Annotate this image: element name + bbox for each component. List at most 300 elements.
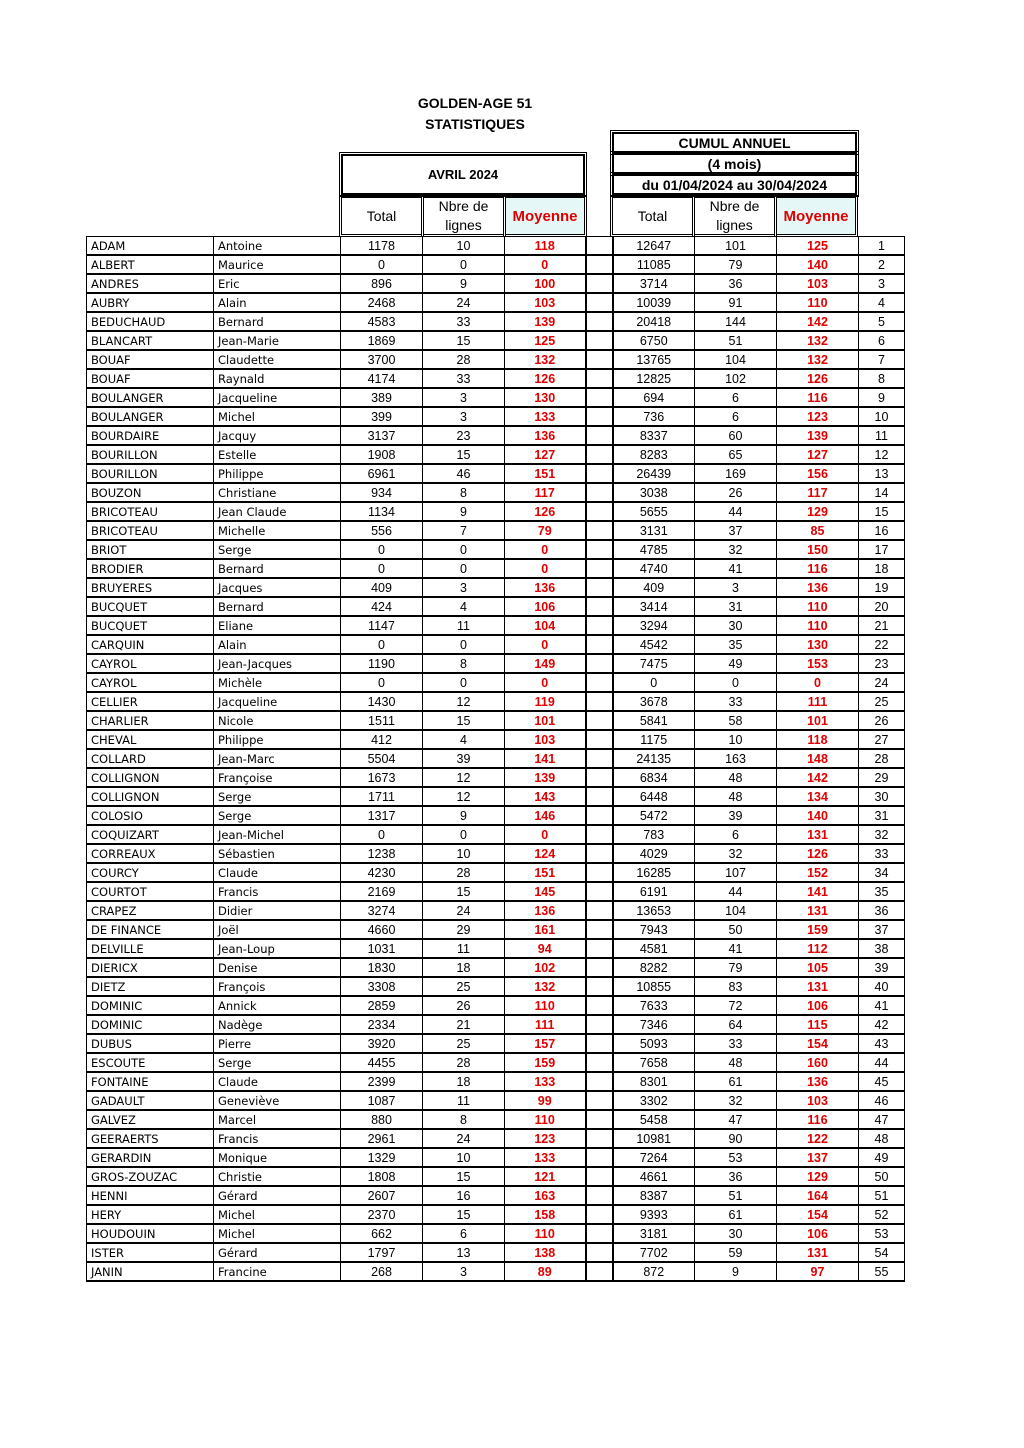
player-last-name: GERARDIN	[87, 1148, 214, 1167]
spacer	[586, 958, 613, 977]
month-lines: 3	[423, 407, 505, 426]
table-row	[87, 1243, 905, 1262]
player-first-name: Annick	[214, 996, 341, 1015]
cumul-average: 0	[777, 673, 859, 692]
player-first-name: Gérard	[214, 1243, 341, 1262]
cumul-total: 13765	[613, 350, 695, 369]
table-row	[87, 483, 905, 502]
rank: 26	[859, 711, 905, 730]
spacer	[586, 654, 613, 673]
cumul-lines: 32	[695, 540, 777, 559]
cumul-title: CUMUL ANNUEL	[678, 134, 791, 151]
cumul-total: 3678	[613, 692, 695, 711]
spacer	[586, 1129, 613, 1148]
player-last-name: GROS-ZOUZAC	[87, 1167, 214, 1186]
cumul-lines: 72	[695, 996, 777, 1015]
cumul-average: 140	[777, 255, 859, 274]
table-row	[87, 1034, 905, 1053]
cumul-total: 7475	[613, 654, 695, 673]
spacer	[586, 692, 613, 711]
cumul-lines: 3	[695, 578, 777, 597]
rank: 44	[859, 1053, 905, 1072]
month-average: 163	[505, 1186, 586, 1205]
player-first-name: Francis	[214, 1129, 341, 1148]
cumul-lines: 51	[695, 1186, 777, 1205]
spacer	[586, 331, 613, 350]
cumul-lines: 102	[695, 369, 777, 388]
month-lines: 39	[423, 749, 505, 768]
month-lines: 10	[423, 844, 505, 863]
month-total: 2169	[341, 882, 423, 901]
cumul-lines: 169	[695, 464, 777, 483]
cumul-total: 5458	[613, 1110, 695, 1129]
month-lines: 8	[423, 483, 505, 502]
month-average: 145	[505, 882, 586, 901]
cumul-lines: 44	[695, 502, 777, 521]
month-lines: 33	[423, 369, 505, 388]
month-average: 136	[505, 426, 586, 445]
month-lines: 24	[423, 293, 505, 312]
player-last-name: BRIOT	[87, 540, 214, 559]
cumul-average: 85	[777, 521, 859, 540]
table-row	[87, 274, 905, 293]
cumul-total: 783	[613, 825, 695, 844]
month-average: 130	[505, 388, 586, 407]
cumul-lines: 30	[695, 616, 777, 635]
month-total: 1329	[341, 1148, 423, 1167]
cumul-lines: 53	[695, 1148, 777, 1167]
month-average: 132	[505, 977, 586, 996]
cumul-average: 159	[777, 920, 859, 939]
cumul-total: 6448	[613, 787, 695, 806]
spacer	[586, 407, 613, 426]
table-row	[87, 293, 905, 312]
player-first-name: Jacquy	[214, 426, 341, 445]
cumul-total: 872	[613, 1262, 695, 1281]
cumul-lines: 39	[695, 806, 777, 825]
player-last-name: GEERAERTS	[87, 1129, 214, 1148]
month-lines: 7	[423, 521, 505, 540]
month-total: 4230	[341, 863, 423, 882]
table-row	[87, 388, 905, 407]
month-total: 4174	[341, 369, 423, 388]
table-row	[87, 255, 905, 274]
cumul-total: 7702	[613, 1243, 695, 1262]
cumul-average: 148	[777, 749, 859, 768]
player-last-name: AUBRY	[87, 293, 214, 312]
spacer	[586, 635, 613, 654]
month-total: 6961	[341, 464, 423, 483]
player-last-name: ANDRES	[87, 274, 214, 293]
player-last-name: BUCQUET	[87, 597, 214, 616]
cumul-lines: 64	[695, 1015, 777, 1034]
rank: 2	[859, 255, 905, 274]
rank: 41	[859, 996, 905, 1015]
month-average: 125	[505, 331, 586, 350]
cumul-average: 134	[777, 787, 859, 806]
rank: 35	[859, 882, 905, 901]
rank: 48	[859, 1129, 905, 1148]
player-last-name: COURCY	[87, 863, 214, 882]
cumul-lines: 6	[695, 388, 777, 407]
month-total: 1031	[341, 939, 423, 958]
rank: 34	[859, 863, 905, 882]
month-average: 133	[505, 407, 586, 426]
player-first-name: Michèle	[214, 673, 341, 692]
month-lines: 25	[423, 1034, 505, 1053]
cumul-total: 6834	[613, 768, 695, 787]
spacer	[586, 369, 613, 388]
spacer	[586, 521, 613, 540]
player-first-name: Serge	[214, 540, 341, 559]
month-lines: 24	[423, 901, 505, 920]
month-total: 3308	[341, 977, 423, 996]
cumul-average: 118	[777, 730, 859, 749]
table-row	[87, 1015, 905, 1034]
player-first-name: François	[214, 977, 341, 996]
spacer	[586, 559, 613, 578]
month-lines-header: Nbre de lignes	[423, 197, 504, 235]
month-average: 119	[505, 692, 586, 711]
month-average: 118	[505, 237, 586, 256]
rank: 53	[859, 1224, 905, 1243]
player-first-name: Claude	[214, 1072, 341, 1091]
month-lines: 15	[423, 711, 505, 730]
spacer	[586, 920, 613, 939]
cumul-avg-header: Moyenne	[776, 197, 856, 235]
player-first-name: Estelle	[214, 445, 341, 464]
month-total: 389	[341, 388, 423, 407]
player-last-name: FONTAINE	[87, 1072, 214, 1091]
cumul-average: 127	[777, 445, 859, 464]
spacer	[586, 1072, 613, 1091]
month-lines: 15	[423, 445, 505, 464]
table-row	[87, 331, 905, 350]
cumul-lines: 10	[695, 730, 777, 749]
month-average: 141	[505, 749, 586, 768]
player-last-name: BRUYERES	[87, 578, 214, 597]
rank: 39	[859, 958, 905, 977]
rank: 37	[859, 920, 905, 939]
month-lines: 12	[423, 787, 505, 806]
cumul-average: 117	[777, 483, 859, 502]
player-last-name: DIETZ	[87, 977, 214, 996]
month-average: 110	[505, 1110, 586, 1129]
month-lines: 0	[423, 559, 505, 578]
month-total: 1134	[341, 502, 423, 521]
table-row	[87, 825, 905, 844]
cumul-average: 106	[777, 996, 859, 1015]
player-last-name: DUBUS	[87, 1034, 214, 1053]
cumul-average: 116	[777, 559, 859, 578]
rank: 13	[859, 464, 905, 483]
cumul-total: 11085	[613, 255, 695, 274]
rank: 3	[859, 274, 905, 293]
player-first-name: Jacques	[214, 578, 341, 597]
cumul-total: 10981	[613, 1129, 695, 1148]
player-last-name: ADAM	[87, 237, 214, 256]
player-first-name: Jean-Jacques	[214, 654, 341, 673]
month-total: 0	[341, 825, 423, 844]
table-row	[87, 920, 905, 939]
player-last-name: BOUZON	[87, 483, 214, 502]
month-average: 0	[505, 540, 586, 559]
table-row	[87, 578, 905, 597]
cumul-total: 24135	[613, 749, 695, 768]
month-lines: 10	[423, 1148, 505, 1167]
player-first-name: Jean Claude	[214, 502, 341, 521]
rank: 14	[859, 483, 905, 502]
month-average: 139	[505, 768, 586, 787]
month-total: 412	[341, 730, 423, 749]
cumul-lines: 79	[695, 255, 777, 274]
month-lines: 12	[423, 692, 505, 711]
month-lines: 12	[423, 768, 505, 787]
rank: 45	[859, 1072, 905, 1091]
player-first-name: Gérard	[214, 1186, 341, 1205]
month-lines: 28	[423, 1053, 505, 1072]
rank: 12	[859, 445, 905, 464]
document-subtitle: STATISTIQUES	[425, 116, 525, 132]
rank: 49	[859, 1148, 905, 1167]
player-last-name: BOULANGER	[87, 388, 214, 407]
cumul-lines: 48	[695, 787, 777, 806]
month-total: 2334	[341, 1015, 423, 1034]
month-total: 399	[341, 407, 423, 426]
table-row	[87, 502, 905, 521]
table-row	[87, 445, 905, 464]
rank: 5	[859, 312, 905, 331]
month-lines: 9	[423, 502, 505, 521]
cumul-average: 129	[777, 502, 859, 521]
month-total: 880	[341, 1110, 423, 1129]
cumul-lines: 104	[695, 901, 777, 920]
cumul-total: 16285	[613, 863, 695, 882]
cumul-total: 5472	[613, 806, 695, 825]
spacer	[586, 1167, 613, 1186]
rank: 11	[859, 426, 905, 445]
month-average: 157	[505, 1034, 586, 1053]
cumul-average: 103	[777, 274, 859, 293]
cumul-average: 110	[777, 293, 859, 312]
rank: 17	[859, 540, 905, 559]
spacer	[586, 806, 613, 825]
month-average: 132	[505, 350, 586, 369]
cumul-average: 126	[777, 844, 859, 863]
cumul-lines: 31	[695, 597, 777, 616]
spacer	[586, 388, 613, 407]
spacer	[586, 1186, 613, 1205]
cumul-average: 126	[777, 369, 859, 388]
player-first-name: Claude	[214, 863, 341, 882]
cumul-total: 3714	[613, 274, 695, 293]
spacer	[586, 1243, 613, 1262]
cumul-total-header: Total	[612, 197, 693, 235]
cumul-average: 142	[777, 312, 859, 331]
cumul-average: 103	[777, 1091, 859, 1110]
month-lines: 3	[423, 1262, 505, 1281]
month-total: 0	[341, 559, 423, 578]
cumul-average: 110	[777, 616, 859, 635]
spacer	[586, 1053, 613, 1072]
player-first-name: Antoine	[214, 237, 341, 256]
player-first-name: Nicole	[214, 711, 341, 730]
cumul-total: 736	[613, 407, 695, 426]
month-total: 3920	[341, 1034, 423, 1053]
player-first-name: Philippe	[214, 464, 341, 483]
player-first-name: Serge	[214, 787, 341, 806]
cumul-lines-header: Nbre de lignes	[694, 197, 775, 235]
cumul-average: 115	[777, 1015, 859, 1034]
month-lines: 8	[423, 1110, 505, 1129]
cumul-average: 116	[777, 1110, 859, 1129]
document-title: GOLDEN-AGE 51	[417, 95, 533, 111]
spacer	[586, 255, 613, 274]
player-last-name: BOUAF	[87, 369, 214, 388]
player-first-name: Jacqueline	[214, 388, 341, 407]
cumul-range: du 01/04/2024 au 30/04/2024	[641, 176, 828, 193]
table-row	[87, 730, 905, 749]
month-total: 556	[341, 521, 423, 540]
player-first-name: Bernard	[214, 559, 341, 578]
player-first-name: Serge	[214, 806, 341, 825]
rank: 19	[859, 578, 905, 597]
month-total: 0	[341, 635, 423, 654]
month-lines: 24	[423, 1129, 505, 1148]
cumul-lines: 58	[695, 711, 777, 730]
cumul-lines: 51	[695, 331, 777, 350]
table-row	[87, 312, 905, 331]
month-total: 2370	[341, 1205, 423, 1224]
rank: 23	[859, 654, 905, 673]
month-total: 662	[341, 1224, 423, 1243]
spacer	[586, 483, 613, 502]
spacer	[586, 1205, 613, 1224]
cumul-average: 123	[777, 407, 859, 426]
table-row	[87, 1167, 905, 1186]
table-row	[87, 1053, 905, 1072]
month-lines: 3	[423, 388, 505, 407]
cumul-total: 6750	[613, 331, 695, 350]
player-first-name: Maurice	[214, 255, 341, 274]
cumul-average: 132	[777, 331, 859, 350]
month-average: 99	[505, 1091, 586, 1110]
month-average: 106	[505, 597, 586, 616]
player-last-name: BOURILLON	[87, 464, 214, 483]
month-lines: 15	[423, 331, 505, 350]
cumul-average: 142	[777, 768, 859, 787]
month-avg-header: Moyenne	[505, 197, 585, 235]
spacer	[586, 578, 613, 597]
cumul-total: 8282	[613, 958, 695, 977]
month-average: 110	[505, 996, 586, 1015]
month-lines: 11	[423, 1091, 505, 1110]
cumul-lines: 60	[695, 426, 777, 445]
player-first-name: Bernard	[214, 597, 341, 616]
cumul-average: 152	[777, 863, 859, 882]
cumul-lines: 36	[695, 274, 777, 293]
month-lines: 4	[423, 597, 505, 616]
month-average: 100	[505, 274, 586, 293]
month-average: 138	[505, 1243, 586, 1262]
player-first-name: Christiane	[214, 483, 341, 502]
cumul-lines: 26	[695, 483, 777, 502]
rank: 6	[859, 331, 905, 350]
spacer	[586, 901, 613, 920]
table-row	[87, 1148, 905, 1167]
cumul-total: 12647	[613, 237, 695, 256]
player-first-name: Jean-Marie	[214, 331, 341, 350]
month-lines: 6	[423, 1224, 505, 1243]
spacer	[586, 711, 613, 730]
month-average: 133	[505, 1148, 586, 1167]
month-total: 1808	[341, 1167, 423, 1186]
player-last-name: HENNI	[87, 1186, 214, 1205]
player-last-name: CAYROL	[87, 654, 214, 673]
month-total: 0	[341, 255, 423, 274]
cumul-total: 20418	[613, 312, 695, 331]
player-first-name: Françoise	[214, 768, 341, 787]
cumul-total: 3302	[613, 1091, 695, 1110]
month-total: 934	[341, 483, 423, 502]
player-last-name: DOMINIC	[87, 1015, 214, 1034]
month-lines: 16	[423, 1186, 505, 1205]
spacer	[586, 597, 613, 616]
month-total: 2607	[341, 1186, 423, 1205]
cumul-lines: 36	[695, 1167, 777, 1186]
spacer	[586, 996, 613, 1015]
cumul-average: 136	[777, 578, 859, 597]
spacer	[586, 1262, 613, 1281]
rank: 33	[859, 844, 905, 863]
month-total: 2399	[341, 1072, 423, 1091]
player-first-name: Philippe	[214, 730, 341, 749]
month-total: 5504	[341, 749, 423, 768]
stats-table	[86, 236, 905, 1282]
table-row	[87, 749, 905, 768]
player-last-name: HERY	[87, 1205, 214, 1224]
month-lines: 18	[423, 958, 505, 977]
cumul-lines: 47	[695, 1110, 777, 1129]
cumul-average: 156	[777, 464, 859, 483]
spacer	[586, 293, 613, 312]
month-average: 89	[505, 1262, 586, 1281]
month-average: 117	[505, 483, 586, 502]
month-total: 0	[341, 673, 423, 692]
table-row	[87, 996, 905, 1015]
rank: 40	[859, 977, 905, 996]
month-lines: 18	[423, 1072, 505, 1091]
cumul-average: 111	[777, 692, 859, 711]
month-average: 0	[505, 825, 586, 844]
spacer	[586, 787, 613, 806]
spacer	[586, 844, 613, 863]
cumul-total: 4581	[613, 939, 695, 958]
cumul-total: 4542	[613, 635, 695, 654]
month-average: 151	[505, 863, 586, 882]
player-last-name: CRAPEZ	[87, 901, 214, 920]
table-row	[87, 426, 905, 445]
table-row	[87, 559, 905, 578]
month-total: 1711	[341, 787, 423, 806]
cumul-lines: 44	[695, 882, 777, 901]
rank: 55	[859, 1262, 905, 1281]
cumul-total: 3131	[613, 521, 695, 540]
player-first-name: Alain	[214, 635, 341, 654]
month-lines: 11	[423, 939, 505, 958]
player-first-name: Denise	[214, 958, 341, 977]
cumul-lines: 30	[695, 1224, 777, 1243]
